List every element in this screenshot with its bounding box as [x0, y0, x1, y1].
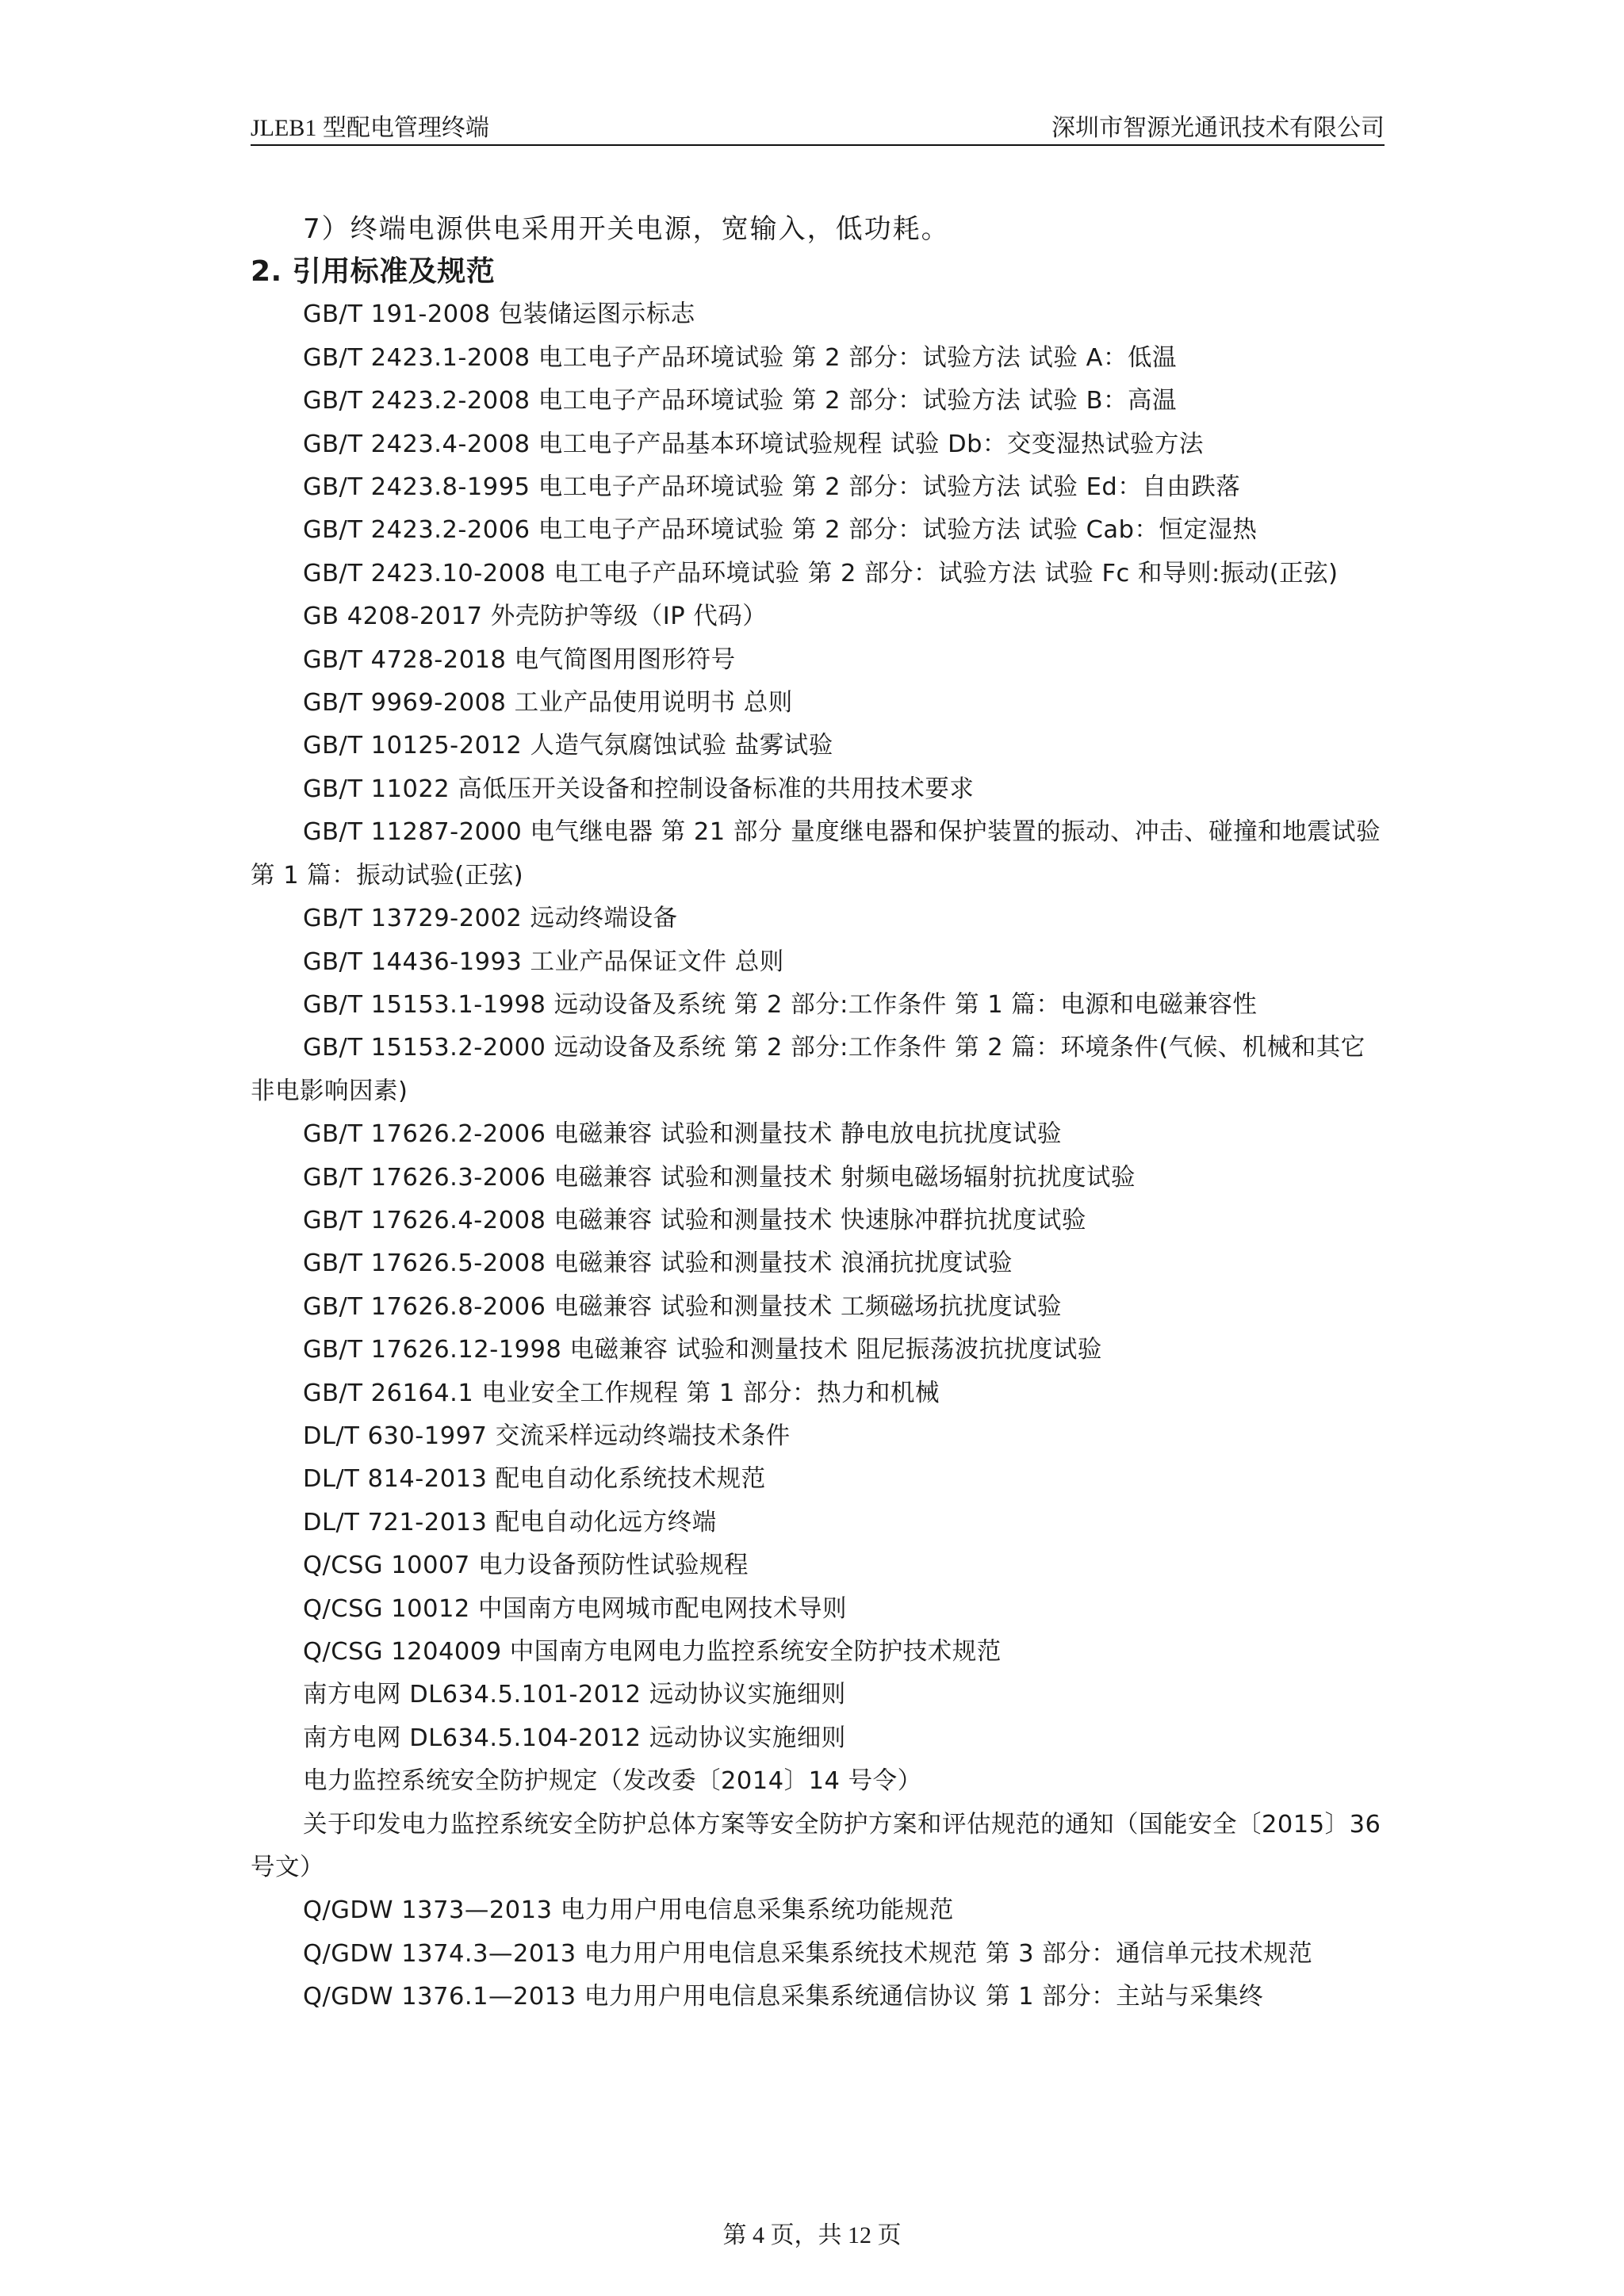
- standard-item: GB/T 191-2008 包装储运图示标志: [303, 300, 695, 329]
- standard-item: GB/T 2423.4-2008 电工电子产品基本环境试验规程 试验 Db：交变湿热试验方法: [303, 430, 1204, 458]
- standard-item: GB/T 2423.2-2006 电工电子产品环境试验 第 2 部分：试验方法 试验 Cab：恒定湿热: [303, 516, 1258, 545]
- standard-item: GB/T 15153.2-2000 远动设备及系统 第 2 部分:工作条件 第 2 篇：环境条件(气候、机械和其它非电影响因素): [251, 1034, 1365, 1105]
- header-document-title: JLEB1 型配电管理终端: [251, 115, 489, 141]
- standard-item: GB/T 11022 高低压开关设备和控制设备标准的共用技术要求: [303, 775, 975, 803]
- standard-item: Q/CSG 10012 中国南方电网城市配电网技术导则: [303, 1594, 847, 1623]
- standard-item: 南方电网 DL634.5.104-2012 远动协议实施细则: [303, 1724, 846, 1752]
- standard-item: GB/T 17626.3-2006 电磁兼容 试验和测量技术 射频电磁场辐射抗扰度试验: [303, 1163, 1136, 1192]
- standard-item: GB/T 9969-2008 工业产品使用说明书 总则: [303, 689, 793, 718]
- standard-item: GB/T 26164.1 电业安全工作规程 第 1 部分：热力和机械: [303, 1379, 940, 1407]
- standard-item: GB 4208-2017 外壳防护等级（IP 代码）: [303, 603, 768, 631]
- standard-item: GB/T 13729-2002 远动终端设备: [303, 905, 678, 933]
- standard-item: GB/T 17626.12-1998 电磁兼容 试验和测量技术 阻尼振荡波抗扰度试验: [303, 1336, 1102, 1364]
- document-body: [251, 208, 1385, 2019]
- standard-item: DL/T 630-1997 交流采样远动终端技术条件: [303, 1422, 791, 1450]
- standard-item: Q/GDW 1374.3—2013 电力用户用电信息采集系统技术规范 第 3 部分：通信单元技术规范: [303, 1939, 1313, 1968]
- standard-item: GB/T 2423.1-2008 电工电子产品环境试验 第 2 部分：试验方法 试验 A：低温: [303, 343, 1177, 372]
- standard-item: 南方电网 DL634.5.101-2012 远动协议实施细则: [303, 1681, 846, 1709]
- section-heading: 2. 引用标准及规范: [251, 255, 496, 289]
- standard-item: GB/T 17626.5-2008 电磁兼容 试验和测量技术 浪涌抗扰度试验: [303, 1249, 1013, 1278]
- standard-item: GB/T 17626.8-2006 电磁兼容 试验和测量技术 工频磁场抗扰度试验: [303, 1292, 1062, 1321]
- standard-item: GB/T 4728-2018 电气简图用图形符号: [303, 645, 736, 674]
- standard-item: Q/CSG 1204009 中国南方电网电力监控系统安全防护技术规范: [303, 1638, 1002, 1666]
- standard-item: 关于印发电力监控系统安全防护总体方案等安全防护方案和评估规范的通知（国能安全〔2015〕36 号文）: [251, 1810, 1381, 1882]
- standard-item: GB/T 15153.1-1998 远动设备及系统 第 2 部分:工作条件 第 1 篇：电源和电磁兼容性: [303, 990, 1258, 1019]
- standard-item: GB/T 17626.4-2008 电磁兼容 试验和测量技术 快速脉冲群抗扰度试验: [303, 1206, 1086, 1234]
- standard-item: GB/T 2423.2-2008 电工电子产品环境试验 第 2 部分：试验方法 试验 B：高温: [303, 387, 1178, 415]
- standard-item: Q/CSG 10007 电力设备预防性试验规程: [303, 1552, 749, 1580]
- standard-item: DL/T 721-2013 配电自动化远方终端: [303, 1508, 717, 1536]
- standard-item: 电力监控系统安全防护规定（发改委〔2014〕14 号令）: [303, 1767, 922, 1796]
- page-footer: 第 4 页，共 12 页: [722, 2222, 902, 2248]
- standard-item: DL/T 814-2013 配电自动化系统技术规范: [303, 1465, 766, 1494]
- standard-item: GB/T 2423.8-1995 电工电子产品环境试验 第 2 部分：试验方法 试验 Ed：自由跌落: [303, 473, 1241, 502]
- standard-item: Q/GDW 1376.1—2013 电力用户用电信息采集系统通信协议 第 1 部分：主站与采集终: [303, 1983, 1264, 2011]
- standard-item: GB/T 14436-1993 工业产品保证文件 总则: [303, 947, 784, 976]
- intro-paragraph: 7）终端电源供电采用开关电源，宽输入，低功耗。: [303, 213, 950, 245]
- standard-item: GB/T 10125-2012 人造气氛腐蚀试验 盐雾试验: [303, 732, 833, 760]
- standard-item: GB/T 17626.2-2006 电磁兼容 试验和测量技术 静电放电抗扰度试验: [303, 1120, 1062, 1149]
- page-header: [251, 106, 1385, 146]
- standard-item: GB/T 11287-2000 电气继电器 第 21 部分 量度继电器和保护装置的振动、冲击、碰撞和地震试验 第 1 篇：振动试验(正弦): [251, 818, 1381, 890]
- standard-item: Q/GDW 1373—2013 电力用户用电信息采集系统功能规范: [303, 1896, 954, 1925]
- standard-item: GB/T 2423.10-2008 电工电子产品环境试验 第 2 部分：试验方法 试验 Fc 和导则:振动(正弦): [303, 559, 1339, 587]
- header-company-name: 深圳市智源光通讯技术有限公司: [1051, 115, 1385, 141]
